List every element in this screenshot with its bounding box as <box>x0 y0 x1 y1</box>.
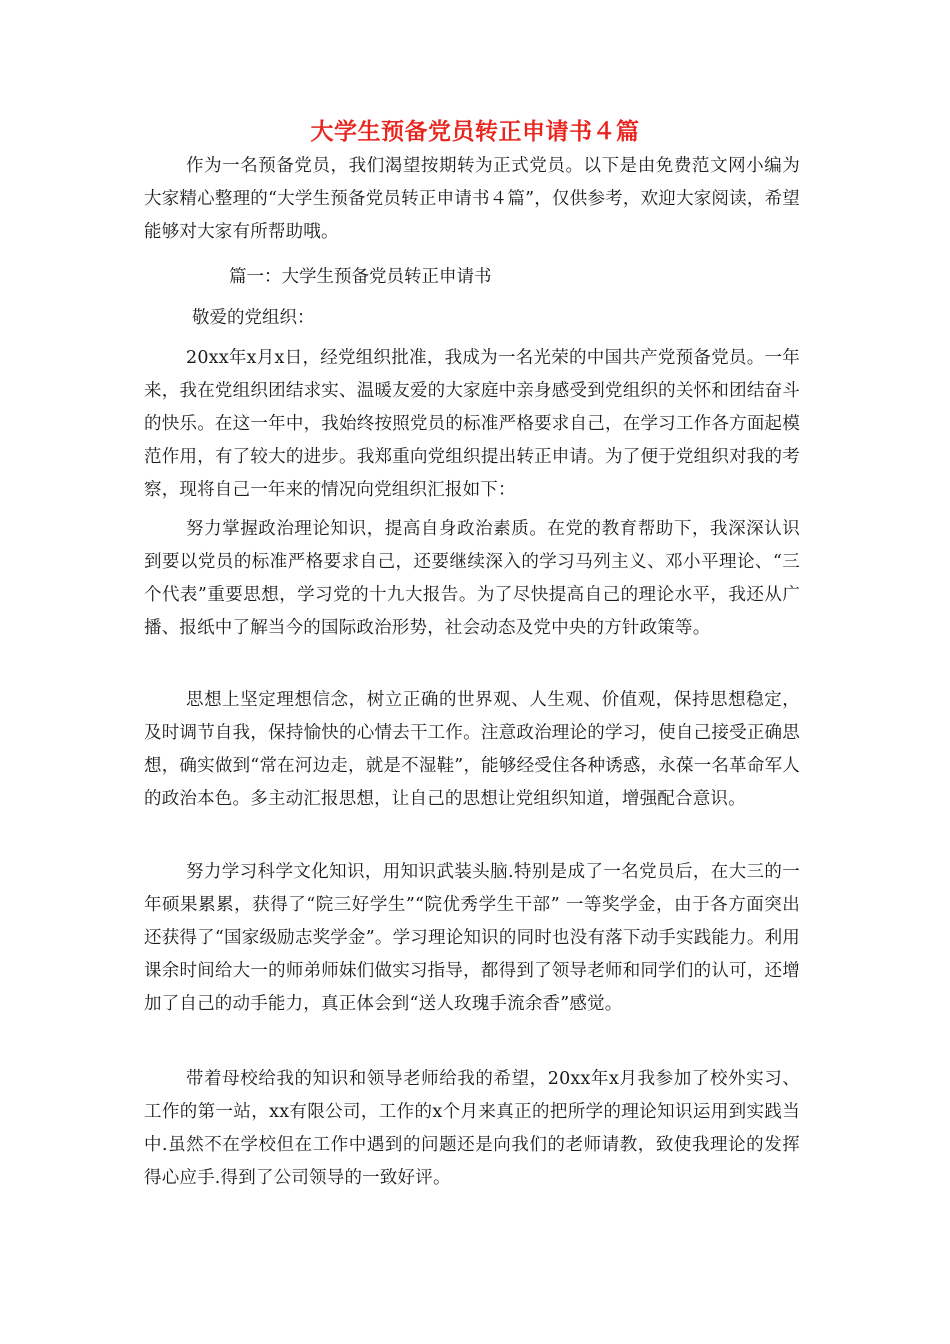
section-heading: 篇一：大学生预备党员转正申请书 <box>229 267 492 287</box>
body-paragraph: 20xx年x月x日，经党组织批准，我成为一名光荣的中国共产党预备党员。一年来，我在党组织团结求实、温暖友爱的大家庭中亲身感受到党组织的关怀和团结奋斗的快乐。在这一年中，我始终按照党员的标准严格要求自己，在学习工作各方面起模范作用，有了较大的进步。我郑重向党组织提出转正申请。为了便于党组织对我的考察，现将自己一年来的情况向党组织汇报如下： <box>144 348 800 500</box>
body-paragraph: 带着母校给我的知识和领导老师给我的希望，20xx年x月我参加了校外实习、工作的第一站，xx有限公司，工作的x个月来真正的把所学的理论知识运用到实践当中.虽然不在学校但在工作中遇到的问题还是向我们的老师请教，致使我理论的发挥得心应手.得到了公司领导的一致好评。 <box>144 1069 800 1188</box>
document-title: 大学生预备党员转正申请书４篇 <box>310 119 640 145</box>
body-paragraph: 努力掌握政治理论知识，提高自身政治素质。在党的教育帮助下，我深深认识到要以党员的标准严格要求自己，还要继续深入的学习马列主义、邓小平理论、“三个代表”重要思想，学习党的十九大报告。为了尽快提高自己的理论水平，我还从广播、报纸中了解当今的国际政治形势，社会动态及党中央的方针政策等。 <box>144 519 800 638</box>
salutation: 敬爱的党组织： <box>192 308 315 328</box>
intro-paragraph: 作为一名预备党员，我们渴望按期转为正式党员。以下是由免费范文网小编为大家精心整理的“大学生预备党员转正申请书４篇”，仅供参考，欢迎大家阅读，希望能够对大家有所帮助哦。 <box>144 156 800 242</box>
body-paragraph: 思想上坚定理想信念，树立正确的世界观、人生观、价值观，保持思想稳定，及时调节自我，保持愉快的心情去干工作。注意政治理论的学习，使自己接受正确思想，确实做到“常在河边走，就是不湿鞋”，能够经受住各种诱惑，永葆一名革命军人的政治本色。多主动汇报思想，让自己的思想让党组织知道，增强配合意识。 <box>144 690 800 809</box>
body-paragraph: 努力学习科学文化知识，用知识武装头脑.特别是成了一名党员后，在大三的一年硕果累累，获得了“院三好学生”“院优秀学生干部” 一等奖学金，由于各方面突出还获得了“国家级励志奖学金”。学习理论知识的同时也没有落下动手实践能力。利用课余时间给大一的师弟师妹们做实习指导，都得到了领导老师和同学们的认可，还增加了自己的动手能力，真正体会到“送人玫瑰手流余香”感觉。 <box>144 862 800 1014</box>
